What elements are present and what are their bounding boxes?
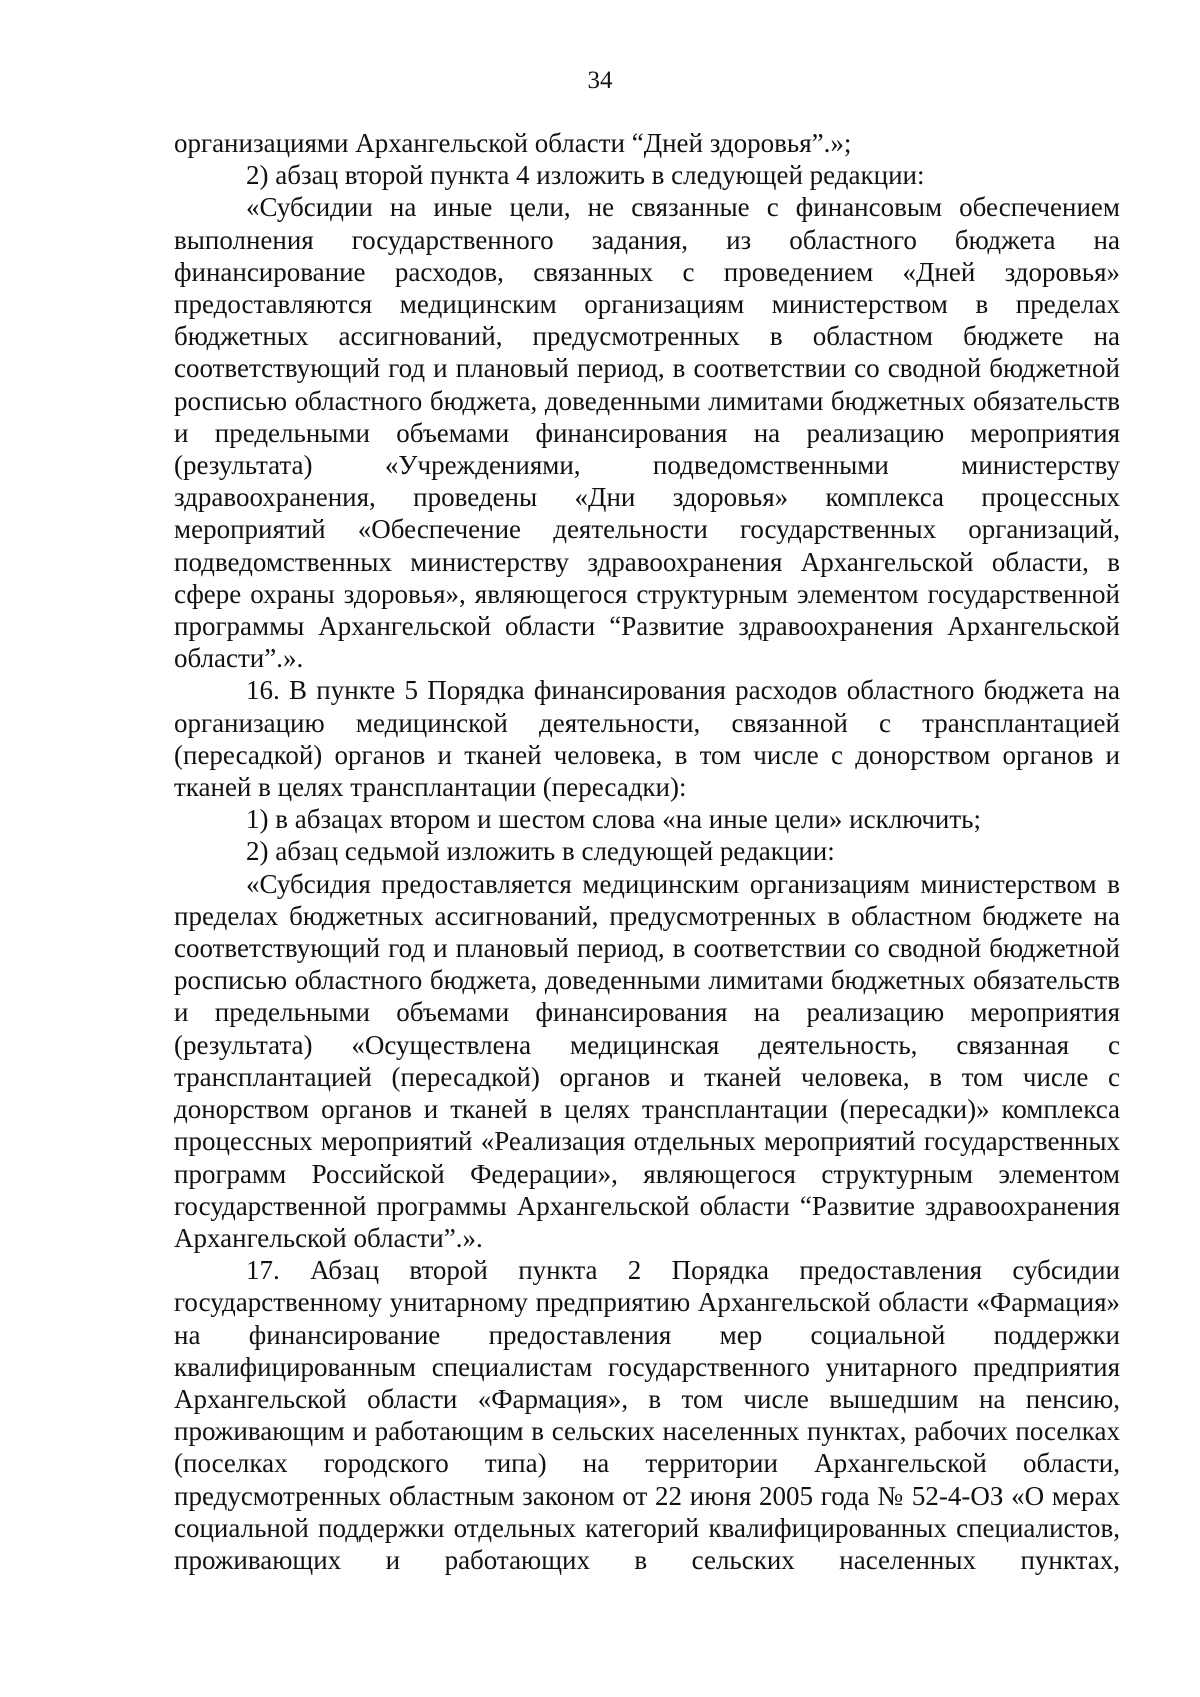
page-number: 34 <box>587 67 613 94</box>
paragraph-quote-transplantation: «Субсидия предоставляется медицинским организациям министерством в пределах бюджетных ассигнований, предусмотренных в областном бюджете на соответствующий год и плановый период, в соответствии со сводной бюджетной росписью областного бюджета, доведенными лимитами бюджетных обязательств и предельными объемами финансирования на реализацию мероприятия (результата) «Осуществлена медицинская деятельность, связанная с трансплантацией (пересадкой) органов и тканей человека, в том числе с донорством органов и тканей в целях трансплантации (пересадки)» комплекса процессных мероприятий «Реализация отдельных мероприятий государственных программ Российской Федерации», являющегося структурным элементом государственной программы Архангельской области “Развитие здравоохранения Архангельской области”.». <box>174 868 1120 1253</box>
paragraph-clause-16: 16. В пункте 5 Порядка финансирования расходов областного бюджета на организацию медицинской деятельности, связанной с трансплантацией (пересадкой) органов и тканей человека, в том числе с донорством органов и тканей в целях трансплантации (пересадки): <box>174 675 1120 803</box>
paragraph-item-2: 2) абзац второй пункта 4 изложить в следующей редакции: <box>246 160 925 191</box>
paragraph-clause-16-item-1: 1) в абзацах втором и шестом слова «на иные цели» исключить; <box>246 804 981 835</box>
paragraph-clause-17: 17. Абзац второй пункта 2 Порядка предоставления субсидии государственному унитарному предприятию Архангельской области «Фармация» на финансирование предоставления мер социальной поддержки квалифицированным специалистам государственного унитарного предприятия Архангельской области «Фармация», в том числе вышедшим на пенсию, проживающим и работающим в сельских населенных пунктах, рабочих поселках (поселках городского типа) на территории Архангельской области, предусмотренных областным законом от 22 июня 2005 года № 52-4-ОЗ «О мерах социальной поддержки отдельных категорий квалифицированных специалистов, проживающих и работающих в сельских населенных пунктах, <box>174 1255 1120 1575</box>
document-body <box>174 127 1120 1576</box>
paragraph-continuation: организациями Архангельской области “Дней здоровья”.»; <box>174 128 852 158</box>
paragraph-quote-health-days: «Субсидии на иные цели, не связанные с финансовым обеспечением выполнения государственного задания, из областного бюджета на финансирование расходов, связанных с проведением «Дней здоровья» предоставляются медицинским организациям министерством в пределах бюджетных ассигнований, предусмотренных в областном бюджете на соответствующий год и плановый период, в соответствии со сводной бюджетной росписью областного бюджета, доведенными лимитами бюджетных обязательств и предельными объемами финансирования на реализацию мероприятия (результата) «Учреждениями, подведомственными министерству здравоохранения, проведены «Дни здоровья» комплекса процессных мероприятий «Обеспечение деятельности государственных организаций, подведомственных министерству здравоохранения Архангельской области, в сфере охраны здоровья», являющегося структурным элементом государственной программы Архангельской области “Развитие здравоохранения Архангельской области”.». <box>174 192 1120 674</box>
paragraph-clause-16-item-2: 2) абзац седьмой изложить в следующей редакции: <box>246 836 835 867</box>
